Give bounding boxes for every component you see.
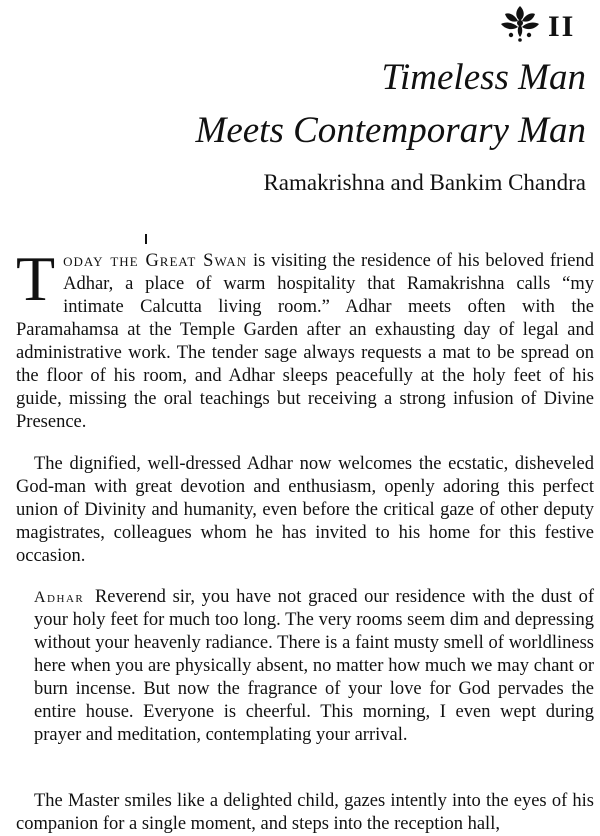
speaker-name: Adhar — [34, 589, 85, 606]
floral-ornament-icon — [497, 2, 543, 42]
stray-mark — [145, 234, 147, 244]
chapter-number: II — [548, 10, 576, 43]
opening-smallcaps: oday the Great Swan — [63, 251, 248, 271]
opening-text: is visiting the residence of his beloved friend Adhar, a place of warm hospitality that Ramakrishna calls “my intimate Calcutta living room.” Adhar meets often with the Paramahamsa at the Temple Garden after an exhausting day of legal and administrative work. The tender sage always requests a mat to be spread on the floor of his room, and Adhar sleeps peacefully at the holy feet of his guide, missing the oral teachings but receiving a strong infusion of Divine Presence. — [16, 251, 595, 432]
dialogue-adhar — [34, 586, 594, 747]
paragraph-master: The Master smiles like a delighted child, gazes intently into the eyes of his companion for a single moment, and steps into the reception hall, — [16, 791, 594, 834]
chapter-title-line-2: Meets Contemporary Man — [195, 110, 586, 151]
paragraph-opening — [16, 243, 595, 434]
dialogue-text: Reverend sir, you have not graced our residence with the dust of your holy feet for much too long. The very rooms seem dim and depressing without your heavenly radiance. There is a faint musty smell of worldliness here when you are physically absent, no matter how much we may chant or burn incense. But now the fragrance of your love for God pervades the entire house. Everyone is cheerful. This morning, I even wept during prayer and meditation, contemplating your arrival. — [34, 587, 595, 745]
drop-cap: T — [16, 243, 56, 314]
chapter-title-line-1: Timeless Man — [381, 57, 586, 98]
paragraph-welcome: The dignified, well-dressed Adhar now welcomes the ecstatic, disheveled God-man with great devotion and enthusiasm, openly adoring this perfect union of Divinity and humanity, even before the critical gaze of other deputy magistrates, colleagues whom he has invited to his home for this festive occasion. — [16, 454, 594, 566]
chapter-subtitle: Ramakrishna and Bankim Chandra — [263, 170, 586, 195]
